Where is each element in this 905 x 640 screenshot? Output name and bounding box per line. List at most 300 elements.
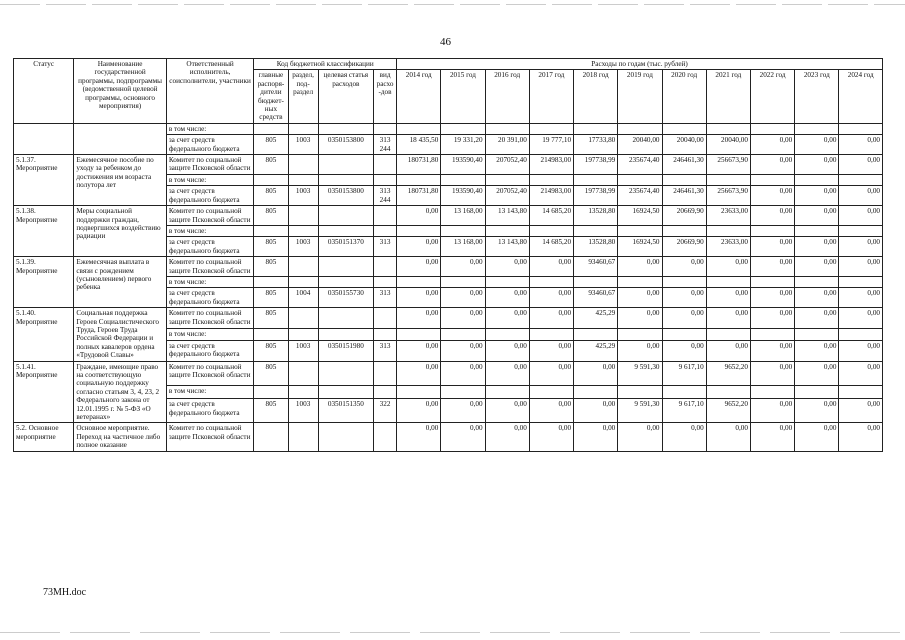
cell-amount: 0,00 <box>839 288 883 308</box>
table-row <box>14 123 883 134</box>
cell-budget-code <box>288 123 318 134</box>
cell-amount <box>441 225 485 236</box>
cell-amount <box>662 385 706 399</box>
cell-amount <box>706 225 750 236</box>
cell-budget-code <box>254 276 288 287</box>
cell-amount: 193590,40 <box>441 155 485 175</box>
header-year: 2018 год <box>574 70 618 123</box>
cell-amount: 0,00 <box>839 186 883 206</box>
cell-budget-code: 313 <box>373 288 396 308</box>
cell-budget-code <box>288 225 318 236</box>
cell-amount: 0,00 <box>750 288 794 308</box>
cell-amount: 235674,40 <box>618 186 662 206</box>
cell-amount <box>397 276 441 287</box>
cell-budget-code: 322 <box>373 399 396 423</box>
budget-table <box>13 58 883 452</box>
cell-amount <box>441 328 485 340</box>
cell-amount: 0,00 <box>706 308 750 329</box>
cell-amount: 0,00 <box>397 423 441 451</box>
cell-amount: 0,00 <box>750 155 794 175</box>
cell-budget-code <box>373 225 396 236</box>
cell-amount <box>662 123 706 134</box>
cell-amount <box>485 328 529 340</box>
cell-amount: 0,00 <box>795 206 839 226</box>
table-row <box>14 308 883 329</box>
cell-amount: 0,00 <box>618 308 662 329</box>
cell-executor: за счет средств федерального бюджета <box>166 135 253 155</box>
cell-amount: 0,00 <box>750 186 794 206</box>
cell-amount: 0,00 <box>795 135 839 155</box>
cell-amount: 0,00 <box>618 423 662 451</box>
cell-amount <box>574 225 618 236</box>
cell-amount: 0,00 <box>750 135 794 155</box>
cell-amount: 0,00 <box>441 288 485 308</box>
cell-amount: 0,00 <box>441 399 485 423</box>
table-header <box>14 59 883 124</box>
header-code-col: целевая статья расходов <box>318 70 373 123</box>
cell-amount: 0,00 <box>750 257 794 277</box>
cell-executor: Комитет по социальной защите Псковской области <box>166 206 253 226</box>
cell-amount <box>662 174 706 185</box>
cell-executor: за счет средств федерального бюджета <box>166 288 253 308</box>
cell-budget-code <box>288 155 318 175</box>
cell-budget-code: 313 244 <box>373 135 396 155</box>
table-row <box>14 423 883 451</box>
cell-budget-code <box>318 308 373 329</box>
cell-budget-code <box>318 206 373 226</box>
cell-amount: 17733,80 <box>574 135 618 155</box>
header-executor: Ответственный исполнитель, соисполнители, участники <box>166 59 253 124</box>
cell-amount <box>441 174 485 185</box>
cell-amount: 0,00 <box>839 257 883 277</box>
cell-budget-code <box>318 276 373 287</box>
cell-amount: 0,00 <box>750 308 794 329</box>
cell-budget-code: 0350151370 <box>318 237 373 257</box>
cell-amount: 16924,50 <box>618 237 662 257</box>
cell-amount: 0,00 <box>795 257 839 277</box>
cell-amount <box>750 328 794 340</box>
header-year: 2016 год <box>485 70 529 123</box>
cell-amount: 93460,67 <box>574 288 618 308</box>
cell-budget-code: 805 <box>254 186 288 206</box>
cell-budget-code <box>318 423 373 451</box>
header-name: Наименование государственной программы, подпрограммы (ведомственной целевой программы, основного мероприятия) <box>74 59 167 124</box>
cell-executor: в том числе: <box>166 385 253 399</box>
cell-amount: 13 143,80 <box>485 237 529 257</box>
cell-program-name: Ежемесячное пособие по уходу за ребенком до достижения им возраста полутора лет <box>74 155 167 206</box>
cell-amount: 207052,40 <box>485 186 529 206</box>
header-expenses: Расходы по годам (тыс. рублей) <box>397 59 883 70</box>
cell-budget-code: 805 <box>254 308 288 329</box>
header-code-col: вид расхо-дов <box>373 70 396 123</box>
header-year: 2024 год <box>839 70 883 123</box>
cell-amount: 0,00 <box>706 423 750 451</box>
cell-amount: 0,00 <box>662 423 706 451</box>
cell-budget-code: 0350153800 <box>318 135 373 155</box>
cell-amount <box>529 276 573 287</box>
cell-executor: в том числе: <box>166 225 253 236</box>
table-row <box>14 257 883 277</box>
cell-amount <box>795 276 839 287</box>
cell-amount <box>839 123 883 134</box>
cell-amount: 0,00 <box>529 423 573 451</box>
cell-amount: 0,00 <box>618 288 662 308</box>
cell-budget-code: 805 <box>254 399 288 423</box>
cell-amount: 0,00 <box>529 361 573 385</box>
cell-budget-code <box>318 257 373 277</box>
cell-budget-code: 1003 <box>288 399 318 423</box>
cell-amount: 20040,00 <box>662 135 706 155</box>
cell-amount: 0,00 <box>397 237 441 257</box>
cell-amount: 0,00 <box>795 340 839 361</box>
cell-amount: 13528,80 <box>574 237 618 257</box>
cell-amount: 0,00 <box>839 399 883 423</box>
cell-status: 5.1.37. Мероприятие <box>14 155 74 206</box>
cell-amount: 193590,40 <box>441 186 485 206</box>
cell-amount <box>839 276 883 287</box>
cell-status: 5.1.40. Мероприятие <box>14 308 74 361</box>
cell-amount: 0,00 <box>750 423 794 451</box>
cell-amount: 0,00 <box>839 135 883 155</box>
cell-status <box>14 123 74 154</box>
cell-amount <box>662 328 706 340</box>
cell-budget-code <box>254 385 288 399</box>
cell-amount: 0,00 <box>441 257 485 277</box>
cell-amount: 425,29 <box>574 340 618 361</box>
cell-executor: за счет средств федерального бюджета <box>166 340 253 361</box>
cell-amount: 0,00 <box>795 399 839 423</box>
cell-amount: 13 168,00 <box>441 237 485 257</box>
cell-amount: 0,00 <box>574 361 618 385</box>
cell-amount: 0,00 <box>750 237 794 257</box>
cell-program-name <box>74 123 167 154</box>
cell-amount: 0,00 <box>529 399 573 423</box>
cell-amount <box>485 225 529 236</box>
cell-amount <box>706 174 750 185</box>
cell-status: 5.2. Основное мероприятие <box>14 423 74 451</box>
cell-budget-code <box>373 423 396 451</box>
cell-amount: 0,00 <box>397 399 441 423</box>
cell-amount: 0,00 <box>750 361 794 385</box>
cell-amount: 0,00 <box>574 423 618 451</box>
cell-amount: 16924,50 <box>618 206 662 226</box>
cell-amount <box>485 385 529 399</box>
header-code-col: раздел, под-раздел <box>288 70 318 123</box>
cell-amount: 0,00 <box>839 155 883 175</box>
cell-amount <box>397 385 441 399</box>
cell-amount: 20669,90 <box>662 206 706 226</box>
cell-executor: в том числе: <box>166 276 253 287</box>
cell-amount: 13 143,80 <box>485 206 529 226</box>
cell-amount: 9 591,30 <box>618 399 662 423</box>
cell-budget-code <box>288 174 318 185</box>
cell-amount <box>839 174 883 185</box>
cell-amount: 256673,90 <box>706 155 750 175</box>
cell-amount <box>441 123 485 134</box>
cell-budget-code: 313 244 <box>373 186 396 206</box>
cell-budget-code <box>318 328 373 340</box>
cell-amount: 0,00 <box>706 288 750 308</box>
cell-amount <box>662 276 706 287</box>
cell-amount: 0,00 <box>706 340 750 361</box>
cell-amount <box>574 174 618 185</box>
cell-amount: 20040,00 <box>618 135 662 155</box>
cell-amount <box>839 225 883 236</box>
cell-amount: 0,00 <box>839 206 883 226</box>
cell-amount: 0,00 <box>795 423 839 451</box>
cell-amount: 0,00 <box>485 257 529 277</box>
cell-amount: 256673,90 <box>706 186 750 206</box>
cell-amount: 0,00 <box>485 340 529 361</box>
cell-amount: 9 591,30 <box>618 361 662 385</box>
cell-amount: 9652,20 <box>706 399 750 423</box>
header-status: Статус <box>14 59 74 124</box>
cell-amount: 0,00 <box>485 423 529 451</box>
cell-amount: 93460,67 <box>574 257 618 277</box>
cell-amount: 246461,30 <box>662 155 706 175</box>
cell-amount <box>839 328 883 340</box>
cell-amount: 0,00 <box>397 308 441 329</box>
cell-executor: Комитет по социальной защите Псковской области <box>166 155 253 175</box>
cell-amount: 0,00 <box>618 257 662 277</box>
cell-amount: 19 331,20 <box>441 135 485 155</box>
cell-amount: 0,00 <box>750 399 794 423</box>
cell-amount: 0,00 <box>662 288 706 308</box>
cell-amount: 0,00 <box>795 308 839 329</box>
cell-amount <box>574 276 618 287</box>
cell-budget-code: 313 <box>373 340 396 361</box>
cell-amount <box>839 385 883 399</box>
cell-budget-code <box>373 308 396 329</box>
cell-amount <box>618 328 662 340</box>
cell-amount: 0,00 <box>441 340 485 361</box>
footer-filename: 73MH.doc <box>43 587 87 598</box>
cell-amount <box>662 225 706 236</box>
cell-budget-code <box>254 225 288 236</box>
cell-amount <box>441 276 485 287</box>
cell-amount: 0,00 <box>839 308 883 329</box>
cell-budget-code <box>318 225 373 236</box>
cell-status: 5.1.41. Мероприятие <box>14 361 74 423</box>
cell-amount: 0,00 <box>529 257 573 277</box>
cell-program-name: Основное мероприятие. Переход на частичное либо полное оказание <box>74 423 167 451</box>
cell-amount: 9652,20 <box>706 361 750 385</box>
table-body <box>14 123 883 451</box>
cell-amount: 0,00 <box>485 288 529 308</box>
cell-amount: 0,00 <box>397 288 441 308</box>
cell-budget-code: 0350153800 <box>318 186 373 206</box>
cell-amount <box>529 385 573 399</box>
cell-budget-code: 1003 <box>288 186 318 206</box>
cell-amount: 20040,00 <box>706 135 750 155</box>
cell-amount: 0,00 <box>397 361 441 385</box>
cell-budget-code: 1003 <box>288 135 318 155</box>
cell-budget-code <box>318 123 373 134</box>
header-year: 2014 год <box>397 70 441 123</box>
cell-amount <box>618 123 662 134</box>
cell-budget-code: 0350151350 <box>318 399 373 423</box>
cell-budget-code <box>318 174 373 185</box>
cell-amount: 0,00 <box>795 361 839 385</box>
header-budget-code: Код бюджетной классификации <box>254 59 397 70</box>
cell-amount: 0,00 <box>397 206 441 226</box>
cell-amount <box>706 123 750 134</box>
cell-amount: 0,00 <box>529 288 573 308</box>
cell-amount: 0,00 <box>397 340 441 361</box>
cell-budget-code: 0350151980 <box>318 340 373 361</box>
cell-amount: 14 685,20 <box>529 206 573 226</box>
cell-amount <box>485 174 529 185</box>
cell-executor: Комитет по социальной защите Псковской области <box>166 361 253 385</box>
cell-program-name: Меры социальной поддержки граждан, подвергшихся воздействию радиации <box>74 206 167 257</box>
cell-budget-code: 805 <box>254 288 288 308</box>
cell-amount: 0,00 <box>485 308 529 329</box>
cell-amount: 214983,00 <box>529 186 573 206</box>
header-year: 2019 год <box>618 70 662 123</box>
cell-budget-code: 805 <box>254 155 288 175</box>
cell-executor: в том числе: <box>166 328 253 340</box>
cell-amount: 0,00 <box>795 186 839 206</box>
cell-budget-code <box>288 423 318 451</box>
cell-amount: 0,00 <box>662 257 706 277</box>
cell-amount <box>750 276 794 287</box>
cell-amount: 0,00 <box>618 340 662 361</box>
cell-amount: 23633,00 <box>706 237 750 257</box>
cell-executor: за счет средств федерального бюджета <box>166 399 253 423</box>
cell-budget-code: 805 <box>254 135 288 155</box>
cell-budget-code <box>373 174 396 185</box>
cell-status: 5.1.38. Мероприятие <box>14 206 74 257</box>
cell-amount: 0,00 <box>662 308 706 329</box>
cell-budget-code: 805 <box>254 237 288 257</box>
cell-budget-code <box>288 385 318 399</box>
cell-budget-code <box>288 257 318 277</box>
cell-budget-code <box>373 206 396 226</box>
cell-budget-code <box>373 276 396 287</box>
cell-program-name: Граждане, имеющие право на соответствующую социальную поддержку согласно статьям 3, 4, 23, 2 Федерального закона от 12.01.1995 г. № 5-ФЗ «О ветеранах» <box>74 361 167 423</box>
cell-executor: Комитет по социальной защите Псковской области <box>166 423 253 451</box>
cell-amount: 425,29 <box>574 308 618 329</box>
cell-budget-code <box>288 308 318 329</box>
cell-amount: 14 685,20 <box>529 237 573 257</box>
cell-budget-code <box>288 361 318 385</box>
cell-budget-code <box>254 174 288 185</box>
cell-budget-code <box>254 123 288 134</box>
cell-budget-code <box>254 423 288 451</box>
cell-amount <box>795 123 839 134</box>
cell-budget-code <box>373 257 396 277</box>
table-row <box>14 361 883 385</box>
cell-amount <box>618 174 662 185</box>
cell-amount <box>706 328 750 340</box>
cell-amount: 197738,99 <box>574 155 618 175</box>
cell-amount <box>795 328 839 340</box>
cell-amount: 0,00 <box>795 288 839 308</box>
cell-executor: Комитет по социальной защите Псковской области <box>166 308 253 329</box>
cell-executor: за счет средств федерального бюджета <box>166 186 253 206</box>
cell-amount: 18 435,50 <box>397 135 441 155</box>
cell-budget-code <box>373 361 396 385</box>
cell-amount: 0,00 <box>529 340 573 361</box>
cell-amount: 9 617,10 <box>662 361 706 385</box>
cell-amount: 0,00 <box>485 361 529 385</box>
cell-amount: 214983,00 <box>529 155 573 175</box>
header-year: 2023 год <box>795 70 839 123</box>
cell-amount <box>574 385 618 399</box>
cell-amount <box>795 385 839 399</box>
cell-amount: 0,00 <box>441 361 485 385</box>
cell-program-name: Социальная поддержка Героев Социалистического Труда, Героев Труда Российской Федерации и полных кавалеров ордена «Трудовой Славы» <box>74 308 167 361</box>
cell-amount: 20669,90 <box>662 237 706 257</box>
cell-budget-code: 1003 <box>288 340 318 361</box>
cell-amount <box>485 123 529 134</box>
cell-amount: 23633,00 <box>706 206 750 226</box>
cell-amount <box>750 123 794 134</box>
cell-budget-code <box>318 385 373 399</box>
cell-amount <box>706 276 750 287</box>
cell-amount <box>529 225 573 236</box>
cell-amount <box>750 225 794 236</box>
cell-budget-code: 805 <box>254 340 288 361</box>
cell-amount: 180731,80 <box>397 186 441 206</box>
cell-amount <box>397 123 441 134</box>
header-year: 2015 год <box>441 70 485 123</box>
cell-budget-code: 805 <box>254 361 288 385</box>
scan-edge-bottom <box>0 632 905 633</box>
table-row <box>14 155 883 175</box>
cell-budget-code <box>254 328 288 340</box>
cell-executor: за счет средств федерального бюджета <box>166 237 253 257</box>
cell-amount: 13 168,00 <box>441 206 485 226</box>
cell-amount <box>397 174 441 185</box>
cell-budget-code <box>318 361 373 385</box>
cell-amount: 13528,80 <box>574 206 618 226</box>
cell-amount <box>618 276 662 287</box>
cell-amount <box>529 328 573 340</box>
cell-amount <box>795 174 839 185</box>
header-year: 2020 год <box>662 70 706 123</box>
cell-amount <box>441 385 485 399</box>
header-year: 2017 год <box>529 70 573 123</box>
cell-budget-code: 1003 <box>288 237 318 257</box>
cell-amount: 0,00 <box>839 423 883 451</box>
header-code-col: главные распоря-дители бюджет-ных средств <box>254 70 288 123</box>
cell-executor: в том числе: <box>166 123 253 134</box>
cell-amount <box>706 385 750 399</box>
cell-amount <box>574 328 618 340</box>
cell-executor: в том числе: <box>166 174 253 185</box>
cell-amount: 0,00 <box>839 361 883 385</box>
cell-amount: 20 391,00 <box>485 135 529 155</box>
cell-amount: 0,00 <box>795 237 839 257</box>
header-year: 2022 год <box>750 70 794 123</box>
cell-budget-code <box>373 123 396 134</box>
cell-amount: 0,00 <box>529 308 573 329</box>
cell-budget-code: 805 <box>254 206 288 226</box>
cell-amount: 0,00 <box>662 340 706 361</box>
cell-amount <box>750 385 794 399</box>
cell-executor: Комитет по социальной защите Псковской области <box>166 257 253 277</box>
cell-budget-code <box>318 155 373 175</box>
cell-amount <box>750 174 794 185</box>
cell-amount <box>618 385 662 399</box>
cell-amount <box>618 225 662 236</box>
cell-amount: 0,00 <box>397 257 441 277</box>
cell-budget-code <box>373 385 396 399</box>
cell-budget-code <box>288 206 318 226</box>
cell-amount <box>397 328 441 340</box>
cell-amount: 9 617,10 <box>662 399 706 423</box>
